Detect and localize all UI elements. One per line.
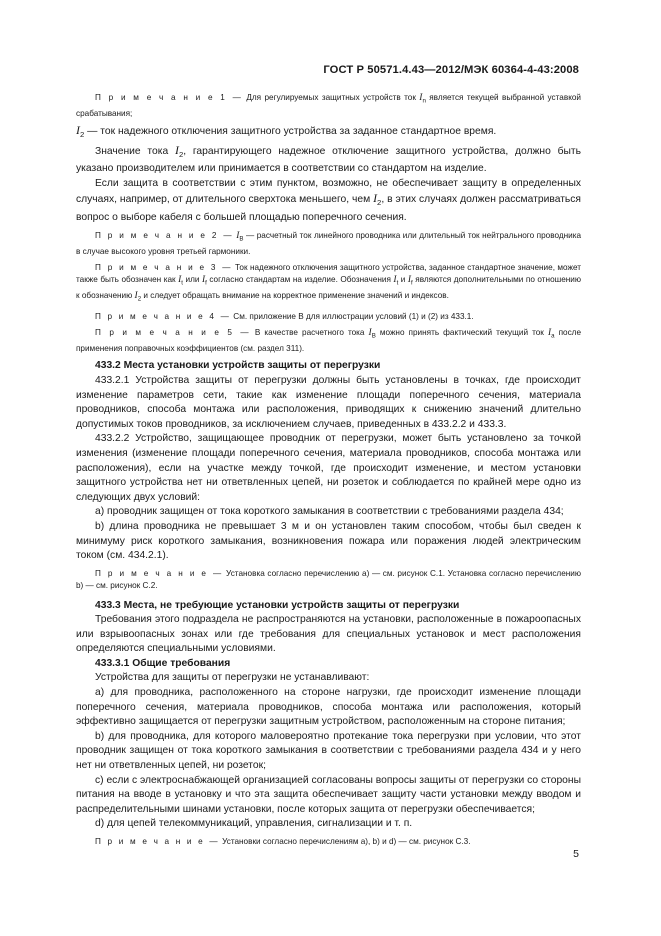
heading-433-2: 433.2 Места установки устройств защиты от перегрузки xyxy=(95,360,381,372)
note-4: П р и м е ч а н и е 4 — См. приложение В для иллюстрации условий (1) и (2) из 433.1. xyxy=(95,311,474,321)
note-5: П р и м е ч а н и е 5 — В качестве расчетного тока $I_B$ можно принять фактический текущий ток $I_a$ после применения поправочных коэффициентов (см. раздел 311). xyxy=(76,327,581,353)
list-item-433-3-1-c: с) если с электроснабжающей организацией согласованы вопросы защиты от перегрузки со стороны питания на вводе в установку и что эта защита обеспечивает защиту части установки между вводом и распределительными шинами установки, после которых защита от перегрузки обеспечивается; xyxy=(76,774,581,815)
heading-433-3: 433.3 Места, не требующие установки устройств защиты от перегрузки xyxy=(95,599,460,611)
page-content xyxy=(76,92,581,848)
list-item-433-3-1-d: d) для цепей телекоммуникаций, управления, сигнализации и т. п. xyxy=(95,818,413,830)
note-433-2-figures: П р и м е ч а н и е — Установка согласно перечислению а) — см. рисунок С.1. Установка согласно перечислению b) — см. рисунок С.2. xyxy=(76,568,582,591)
list-item-433-2-2-a: а) проводник защищен от тока короткого замыкания в соответствии с требованиями раздела 434; xyxy=(95,506,564,518)
page-header-standard-code: ГОСТ Р 50571.4.43—2012/МЭК 60364-4-43:2008 xyxy=(323,64,579,76)
paragraph-433-2-2: 433.2.2 Устройство, защищающее проводник от перегрузки, может быть установлено за точкой изменения (изменение площади поперечного сечения, материала проводников, способа монтажа или расположения), если на участке между точкой, где происходит изменение, и местом установки защитного устройства нет ни ответвленных цепей, ни розеток и соблюдается по крайней мере одно из следующих двух условий: xyxy=(76,433,581,503)
paragraph-433-3-scope: Требования этого подраздела не распространяются на установки, расположенные в пожароопасных или взрывоопасных зонах или где требования для специальных установок и мест расположения определяются специальными условиями. xyxy=(76,614,581,655)
paragraph-protection-cases: Если защита в соответствии с этим пунктом, возможно, не обеспечивает защиту в определенных случаях, например, от длительного сверхтока меньшего, чем $I_2$, в этих случаях должен рассматриваться вопрос о выборе кабеля с большей площадью поперечного сечения. xyxy=(76,177,581,223)
paragraph-433-2-1: 433.2.1 Устройства защиты от перегрузки должны быть установлены в точках, где происходит изменение параметров сети, такие как изменение площади поперечного сечения, материала проводников, способа монтажа или расположения, приводящих к снижению значений длительно допустимых токов проводников, за исключением случаев, приведенных в 433.2.2 и 433.3. xyxy=(76,374,581,430)
list-item-433-2-2-b: b) длина проводника не превышает 3 м и он установлен таким способом, чтобы был сведен к минимуму риск короткого замыкания, возникновения пожара или поражения людей электрическим током (см. 434.2.1). xyxy=(76,520,581,562)
note-3: П р и м е ч а н и е 3 — Ток надежного отключения защитного устройства, заданное стандартное значение, может также быть обозначен как $I_t$ или $I_f$ согласно стандартам на изделие. Обозначения $I_t$ и $I_f$ являются дополнительными по отношению к обозначению $I_2$ и следует обращать внимание на корректное применение значений и индексов. xyxy=(76,263,581,304)
heading-433-3-1: 433.3.1 Общие требования xyxy=(95,657,231,669)
note-2: П р и м е ч а н и е 2 — $I_B$ — расчетный ток линейного проводника или длительный ток нейтрального проводника в случае высокого уровня третьей гармоники. xyxy=(76,230,582,256)
i2-definition: $I_2$ — ток надежного отключения защитного устройства за заданное стандартное время. xyxy=(76,123,497,140)
note-1-label: П р и м е ч а н и е 1 — xyxy=(95,93,243,102)
note-1: П р и м е ч а н и е 1 — Для регулируемых защитных устройств ток $I_n$ является текущей выбранной уставкой срабатывания; xyxy=(76,93,581,119)
list-item-433-3-1-a: а) для проводника, расположенного на стороне нагрузки, где происходит изменение площади поперечного сечения, материала проводников, способа монтажа или расположения, который эффективно защищается от перегрузки защитным устройством, расположенным на стороне питания; xyxy=(76,687,581,728)
list-item-433-3-1-b: b) для проводника, для которого маловероятно протекание тока перегрузки при условии, что этот проводник защищен от тока короткого замыкания в соответствии с требованиями раздела 434 и у него нет ни ответвленных цепей, ни розеток; xyxy=(76,730,581,772)
page-number: 5 xyxy=(573,848,579,860)
note-433-3-figures: П р и м е ч а н и е — Установки согласно перечислениям а), b) и d) — см. рисунок С.3. xyxy=(95,837,471,846)
paragraph-433-3-1-lead: Устройства для защиты от перегрузки не устанавливают: xyxy=(95,672,370,684)
paragraph-i2-value: Значение тока $I_2$, гарантирующего надежное отключение защитного устройства, должно быть указано производителем или принимается в соответствии со стандартом на изделие. xyxy=(76,142,581,175)
